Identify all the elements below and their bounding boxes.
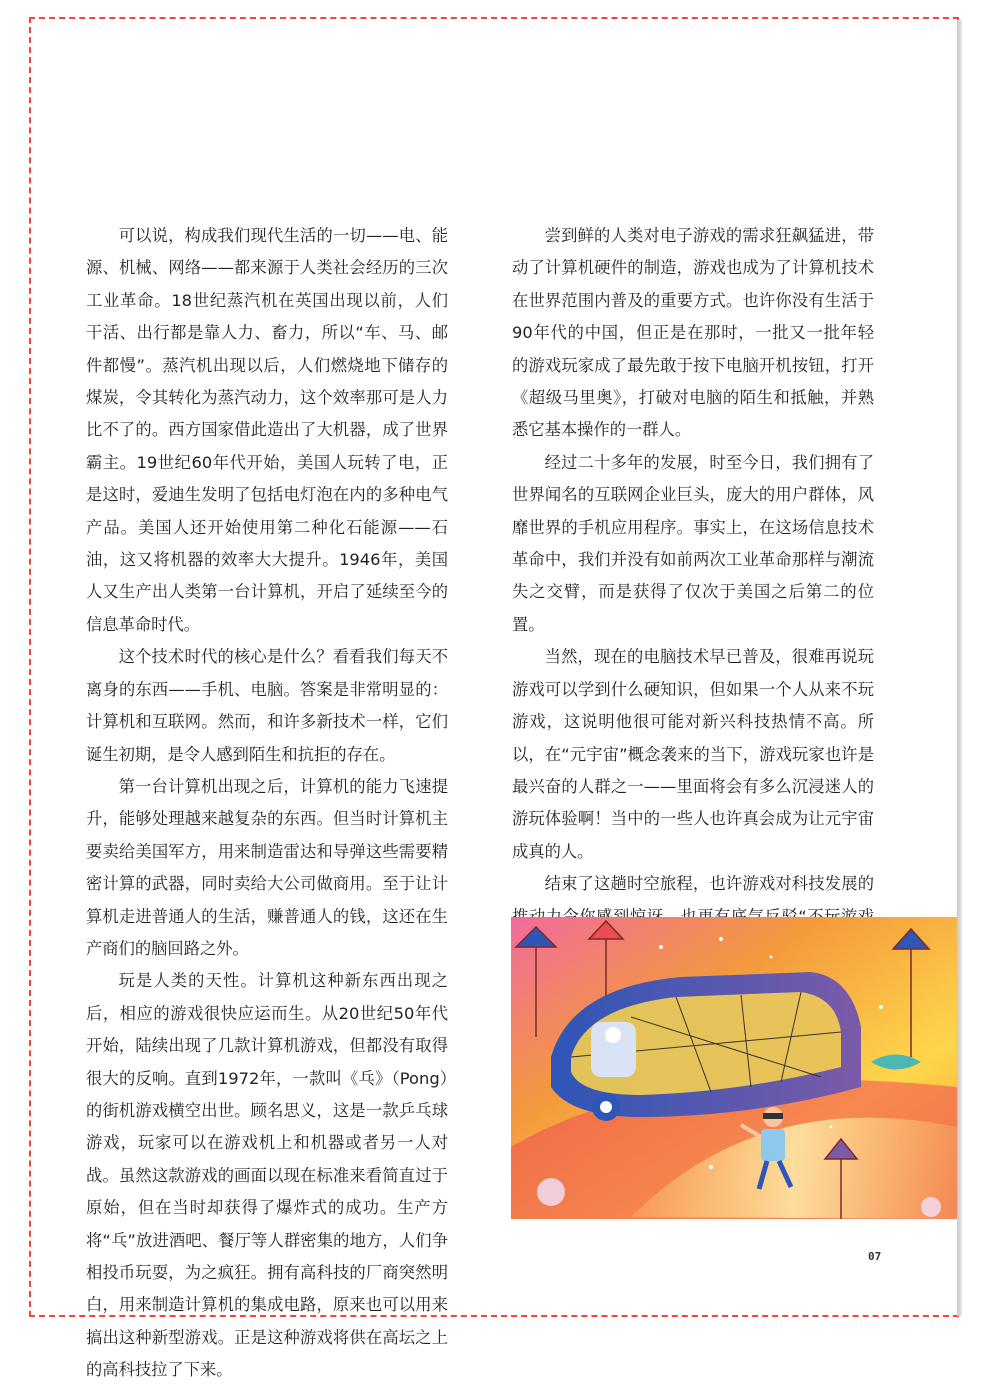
paragraph: 尝到鲜的人类对电子游戏的需求狂飙猛进，带动了计算机硬件的制造，游戏也成为了计算机技术在世界范围内普及的重要方式。也许你没有生活于90年代的中国，但正是在那时，一批又一批年轻的游戏玩家成了最先敢于按下电脑开机按钮，打开《超级马里奥》，打破对电脑的陌生和抵触，并熟悉它基本操作的一群人。 xyxy=(512,226,874,440)
illustration-art xyxy=(511,917,957,1219)
paragraph: 经过二十多年的发展，时至今日，我们拥有了世界闻名的互联网企业巨头，庞大的用户群体，风靡世界的手机应用程序。事实上，在这场信息技术革命中，我们并没有如前两次工业革命那样与潮流失之交臂，而是获得了仅次于美国之后第二的位置。 xyxy=(512,452,874,634)
metaverse-illustration xyxy=(511,917,957,1219)
page-edge-shadow xyxy=(957,20,962,1316)
paragraph: 当然，现在的电脑技术早已普及，很难再说玩游戏可以学到什么硬知识，但如果一个人从来不玩游戏，这说明他很可能对新兴科技热情不高。所以，在“元宇宙”概念袭来的当下，游戏玩家也许是最兴奋的人群之一——里面将会有多么沉浸迷人的游玩体验啊！当中的一些人也许真会成为让元宇宙成真的人。 xyxy=(512,647,874,861)
paragraph: 结束了这趟时空旅程，也许游戏对科技发展的 xyxy=(544,874,874,894)
paragraph: 可以说，构成我们现代生活的一切——电、能源、机械、网络——都来源于人类社会经历的三次工业革命。18世纪蒸汽机在英国出现以前，人们干活、出行都是靠人力、畜力，所以“车、马、邮件都慢”。蒸汽机出现以后，人们燃烧地下储存的煤炭，令其转化为蒸汽动力，这个效率那可是人力比不了的。西方国家借此造出了大机器，成了世界霸主。19世纪60年代开始，美国人玩转了电，正是这时，爱迪生发明了包括电灯泡在内的多种电气产品。美国人还开始使用第二种化石能源——石油，这又将机器的效率大大提升。1946年，美国人又生产出人类第一台计算机，开启了延续至今的信息革命时代。 xyxy=(86,226,448,634)
page-number: 07 xyxy=(868,1250,882,1263)
paragraph: 玩是人类的天性。计算机这种新东西出现之后，相应的游戏很快应运而生。从20世纪50年代开始，陆续出现了几款计算机游戏，但都没有取得很大的反响。直到1972年，一款叫《乓》（Pong）的街机游戏横空出世。顾名思义，这是一款乒乓球游戏，玩家可以在游戏机上和机器或者另一人对战。虽然这款游戏的画面以现在标准来看简直过于原始，但在当时却获得了爆炸式的成功。生产方将“乓”放进酒吧、餐厅等人群密集的地方，人们争相投币玩耍，为之疯狂。拥有高科技的厂商突然明白，用来制造计算机的集成电路，原来也可以用来搞出这种新型游戏。正是这种游戏将供在高坛之上的高科技拉了下来。 xyxy=(86,971,448,1380)
left-text-column xyxy=(86,220,448,1387)
paragraph: 第一台计算机出现之后，计算机的能力飞速提升，能够处理越来越复杂的东西。但当时计算机主要卖给美国军方，用来制造雷达和导弹这些需要精密计算的武器，同时卖给大公司做商用。至于让计算机走进普通人的生活，赚普通人的钱，这还在生产商们的脑回路之外。 xyxy=(86,776,448,958)
paragraph: 这个技术时代的核心是什么？看看我们每天不离身的东西——手机、电脑。答案是非常明显的：计算机和互联网。然而，和许多新技术一样，它们诞生初期，是令人感到陌生和抗拒的存在。 xyxy=(86,647,448,764)
